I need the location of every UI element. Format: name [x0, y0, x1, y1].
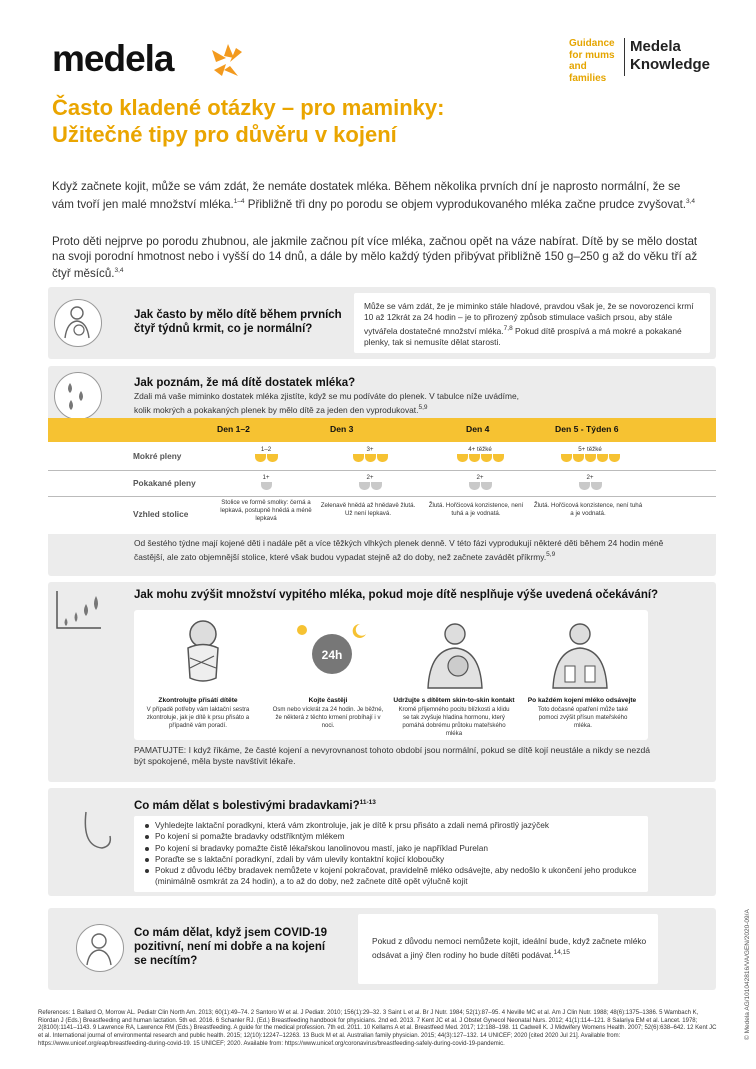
- clock-label: 24h: [321, 648, 343, 662]
- q4-bullets: [145, 820, 639, 888]
- row-dirty: Pokakané pleny: [133, 478, 196, 488]
- mother-feeding-icon: [54, 299, 102, 347]
- col-day-1-2: Den 1–2: [217, 424, 250, 434]
- stool-day-4: Žlutá. Hořčicová konzistence, není tuhá a je vodnatá.: [428, 502, 524, 517]
- medela-flower-icon: [208, 40, 248, 80]
- tip-2-title: Kojte častěji: [308, 697, 348, 704]
- tip-4-text: Toto dočasné opatření může také pomoci zvýšit přísun mateřského mléka.: [537, 706, 629, 729]
- skin-to-skin-icon: [420, 614, 490, 690]
- dirty-day-4: 2+: [440, 474, 520, 493]
- brand-logo-text: medela: [52, 38, 174, 79]
- col-day-5-week-6: Den 5 - Týden 6: [555, 424, 619, 434]
- stool-day-1-2: Stolice ve formě smolky: černá a lepkavá, postupně hnědá a méně lepkavá: [220, 499, 312, 522]
- q1-answer-card: [354, 293, 710, 353]
- intro-paragraph-1: Když začnete kojit, může se vám zdát, že nemáte dostatek mléka. Během několika prvních dní je naprosto normální, že se vám tvoří jen malé množství mléka.$^{1-4}$ Přibližně tři dny po porodu se objem vyprodukovaného mléka začne prudce zvyšovat.$^{3,4}$: [52, 180, 696, 211]
- q3-title: Jak mohu zvýšit množství vypitého mléka, pokud moje dítě nesplňuje výše uvedená očekávání?: [134, 589, 659, 601]
- q2-text: Zdali má vaše miminko dostatek mléka zjistíte, když se mu podíváte do plenek. V tabulce níže uvádíme, kolik mokrých a pokakaných plenek by mělo dítě za jeden den vyprodukovat.$^{5,9}$: [134, 391, 519, 415]
- list-item: Po kojení si bradavky pomažte čistě lékařskou lanolinovou mastí, jako je například Purelan: [145, 843, 639, 854]
- milk-drops-icon: [54, 372, 102, 420]
- diaper-icon: [255, 454, 266, 462]
- q5-title: Co mám dělat, když jsem COVID-19 pozitivní, není mi dobře a na kojení se necítím?: [134, 927, 328, 967]
- knowledge-label: Medela Knowledge: [630, 38, 711, 73]
- list-item: Pokud z důvodu léčby bradavek nemůžete v kojení pokračovat, pravidelně mléko odsávejte, aby nedošlo k ukončení jeho produkce (minimálně osmkrát za 24 hodin), a to až do doby, než začnete dítě opět výlučně kojit: [145, 865, 639, 888]
- tip-1-title: Zkontrolujte přisátí dítěte: [158, 697, 238, 704]
- header-divider: [624, 38, 625, 76]
- breast-icon: [72, 806, 120, 854]
- stool-day-3: Zelenavě hnědá až hnědavě žlutá. Už není lepkavá.: [320, 502, 416, 517]
- title-line-1: Často kladené otázky – pro maminky:: [52, 95, 445, 120]
- row-wet: Mokré pleny: [133, 451, 182, 461]
- col-day-3: Den 3: [330, 424, 354, 434]
- row-stool: Vzhled stolice: [133, 509, 189, 519]
- q1-section: [48, 287, 716, 359]
- q4-title: Co mám dělat s bolestivými bradavkami?$^{11-13}$: [134, 799, 376, 812]
- tip-1-text: V případě potřeby vám laktační sestra zkontroluje, jak je dítě k prsu přisáto a případně vám poradí.: [146, 706, 250, 729]
- swaddled-baby-icon: [178, 616, 228, 686]
- tip-2-text: Osm nebo víckrát za 24 hodin. Je běžné, že některá z těchto krmení probíhají i v noci.: [272, 706, 384, 729]
- diaper-table-header: [48, 418, 716, 442]
- col-day-4: Den 4: [466, 424, 490, 434]
- tip-3-title: Udržujte s dítětem skin-to-skin kontakt: [393, 697, 515, 704]
- wet-day-5: 5+ těžké: [545, 446, 635, 465]
- growth-chart-icon: [54, 588, 102, 636]
- intro-paragraph-2: Proto děti nejprve po porodu zhubnou, ale jakmile začnou pít více mléka, začnou opět na váze nabírat. Dítě by se mělo dostat na svoji porodní hmotnost nebo i vyšší do 14 dnů, a dále by mělo každý týden přibývat přibližně 150 g–250 g až do věku tří až čtyř měsíců.$^{3,4}$: [52, 235, 698, 281]
- references: References: 1 Ballard O, Morrow AL. Pediatr Clin North Am. 2013; 60(1):49–74. 2 Santoro W et al. J Pediatr. 2010; 156(1):29–32. 3 Saint L et al. Br J Nutr. 1984; 52(1):87–95. 4 Neville MC et al. Am J Clin Nutr. 1988; 48(6):1375–1386. 5 Wambach K, Riordan J (Eds.) Breastfeeding and human lactation. 5th ed. 2016. 6 Schanler RJ. (Ed.) Breastfeeding handbook for physicians. 2nd ed. 2013. 7 Kent JC et al. J Obstet Gynecol Neonatal Nurs. 2012; 41(1):114–121. 8 Salariya EM et al. Lancet. 1978; 2(8100):1141–1143. 9 Lawrence RA, Lawrence RM (Eds.) Breastfeeding. A guide for the medical profession. 7th ed. 2011. 10 Kellams A et al. Breastfeed Med. 2017; 12:188–198. 11 Cadwell K. J Midwifery Womens Health. 2007; 52(6):638–642. 12 Kent JC et al. International journal of environmental research and public health. 2015; 12(10):12247–12263. 13 Buck M et al. Australian family physician. 2015; 44(3):127–132. 14 UNICEF; 2020 [cited 2020 Jul 21]. Available from: https://www.unicef.org/eap/breastfeeding-during-covid-19. 15 UNICEF; 2020. Available from: https://www.unicef.org/coronavirus/breastfeeding-safely-during-covid-19-pandemic.: [38, 1010, 717, 1047]
- page-title: [52, 94, 702, 148]
- list-item: Vyhledejte laktační poradkyni, která vám zkontroluje, jak je dítě k prsu přisáto a zdali nemá přirostlý jazýček: [145, 820, 639, 831]
- dirty-day-1-2: 1+: [236, 474, 296, 493]
- side-code: © Medela AG/101042816/VA/GEN/2020-09/A: [744, 909, 751, 1040]
- q5-answer-card: [358, 914, 658, 984]
- tip-3-text: Kromě příjemného pocitu blízkosti a klidu se tak zvyšuje hladina hormonu, který pomáhá dobrému průtoku mateřského mléka: [398, 706, 510, 737]
- mother-icon: [76, 924, 124, 972]
- tip-4-title: Po každém kojení mléko odsávejte: [527, 697, 637, 704]
- dirty-day-3: 2+: [330, 474, 410, 493]
- diaper-icon: [267, 454, 278, 462]
- wet-day-1-2: 1–2: [236, 446, 296, 465]
- stool-day-5: Žlutá. Hořčicová konzistence, není tuhá a je vodnatá.: [533, 502, 643, 517]
- q1-title: Jak často by mělo dítě během prvních čtyř týdnů krmit, co je normální?: [134, 309, 342, 335]
- pumping-mother-icon: [545, 614, 615, 690]
- wet-day-4: 4+ těžké: [440, 446, 520, 465]
- list-item: Poraďte se s laktační poradkyní, zdali by vám ulevily kontaktní kojicí kloboučky: [145, 854, 639, 865]
- q5-answer: Pokud z důvodu nemoci nemůžete kojit, ideální bude, když začnete mléko odsávat a jiný člen rodiny ho bude dítěti podávat.$^{14,15}$: [372, 936, 647, 960]
- q2-title: Jak poznám, že má dítě dostatek mléka?: [134, 377, 356, 389]
- list-item: Po kojení si pomažte bradavky odstříkntým mlékem: [145, 831, 639, 842]
- wet-day-3: 3+: [330, 446, 410, 465]
- q1-answer: Může se vám zdát, že je miminko stále hladové, pravdou však je, že se novorozenci krmí 10 až 12krát za 24 hodin – je to přirozený způsob stimulace vašich prsou, aby stále vytvářela dostatečné množství mléka.$^{7,8}$ Pokud dítě prospívá a má mokré a pokakané plenky, tak si nemusíte dělat starosti.: [364, 301, 694, 348]
- title-line-2: Užitečné tipy pro důvěru v kojení: [52, 122, 397, 147]
- guidance-label: Guidance for mums and families: [569, 38, 615, 84]
- q3-note: PAMATUJTE: I když říkáme, že časté kojení a nevyrovnanost tohoto období jsou normální, pokud se dítě kojí neustále a nikdy se nezdá být spokojené, měla byste navštívit lékaře.: [134, 745, 651, 767]
- dirty-day-5: 2+: [545, 474, 635, 493]
- q2-note: Od šestého týdne mají kojené děti i nadále pět a více těžkých vlhkých plenek denně. V této fázi vyprodukují některé děti během 24 hodin méně častější, ale zato objemnější stolice, které však budou vypadat stejně až do doby, než začnete zavádět příkrmy.$^{5,9}$: [134, 538, 664, 562]
